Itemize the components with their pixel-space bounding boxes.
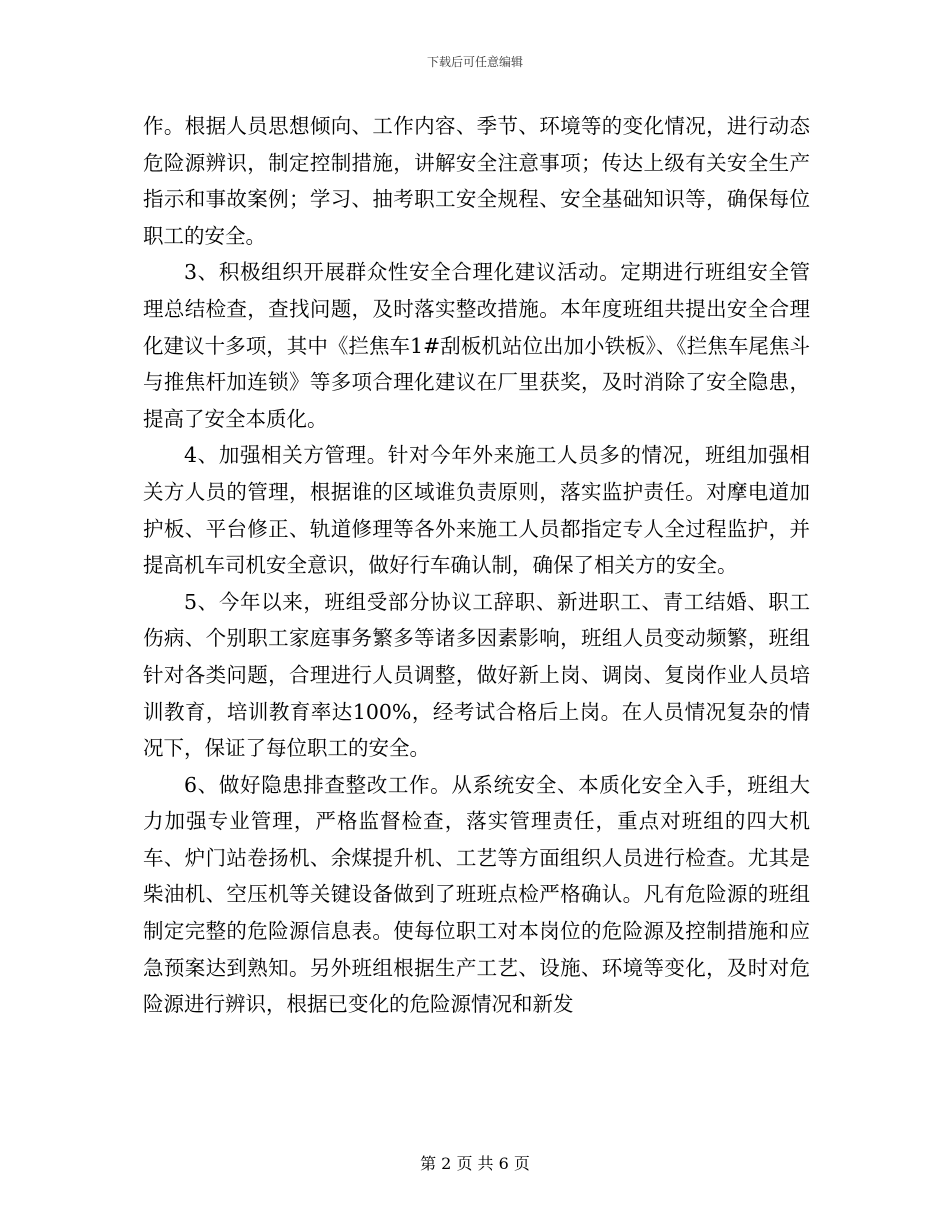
paragraph-item-4: 4、加强相关方管理。针对今年外来施工人员多的情况，班组加强相关方人员的管理，根据谁的区域谁负责原则，落实监护责任。对摩电道加护板、平台修正、轨道修理等各外来施工人员都指定专人全过程监护，并提高机车司机安全意识，做好行车确认制，确保了相关方的安全。 <box>143 443 810 578</box>
page-number-footer: 第 2 页 共 6 页 <box>420 1154 530 1173</box>
paragraph-item-6: 6、做好隐患排查整改工作。从系统安全、本质化安全入手，班组大力加强专业管理，严格监督检查，落实管理责任，重点对班组的四大机车、炉门站卷扬机、余煤提升机、工艺等方面组织人员进行检查。尤其是柴油机、空压机等关键设备做到了班班点检严格确认。凡有危险源的班组制定完整的危险源信息表。使每位职工对本岗位的危险源及控制措施和应急预案达到熟知。另外班组根据生产工艺、设施、环境等变化，及时对危险源进行辨识，根据已变化的危险源情况和新发 <box>143 772 810 1017</box>
paragraph-item-3: 3、积极组织开展群众性安全合理化建议活动。定期进行班组安全管理总结检查，查找问题，及时落实整改措施。本年度班组共提出安全合理化建议十多项，其中《拦焦车1#刮板机站位出加小铁板》、《拦焦车尾焦斗与推焦杆加连锁》等多项合理化建议在厂里获奖，及时消除了安全隐患，提高了安全本质化。 <box>143 260 810 431</box>
page-header: 下载后可任意编辑 <box>426 55 523 69</box>
paragraph-continuation: 作。根据人员思想倾向、工作内容、季节、环境等的变化情况，进行动态危险源辨识，制定控制措施，讲解安全注意事项；传达上级有关安全生产指示和事故案例；学习、抽考职工安全规程、安全基础知识等，确保每位职工的安全。 <box>143 114 810 248</box>
paragraph-item-5: 5、今年以来，班组受部分协议工辞职、新进职工、青工结婚、职工伤病、个别职工家庭事务繁多等诸多因素影响，班组人员变动频繁，班组针对各类问题，合理进行人员调整，做好新上岗、调岗、复岗作业人员培训教育，培训教育率达100%，经考试合格后上岗。在人员情况复杂的情况下，保证了每位职工的安全。 <box>143 589 810 761</box>
document-body <box>143 108 810 1023</box>
